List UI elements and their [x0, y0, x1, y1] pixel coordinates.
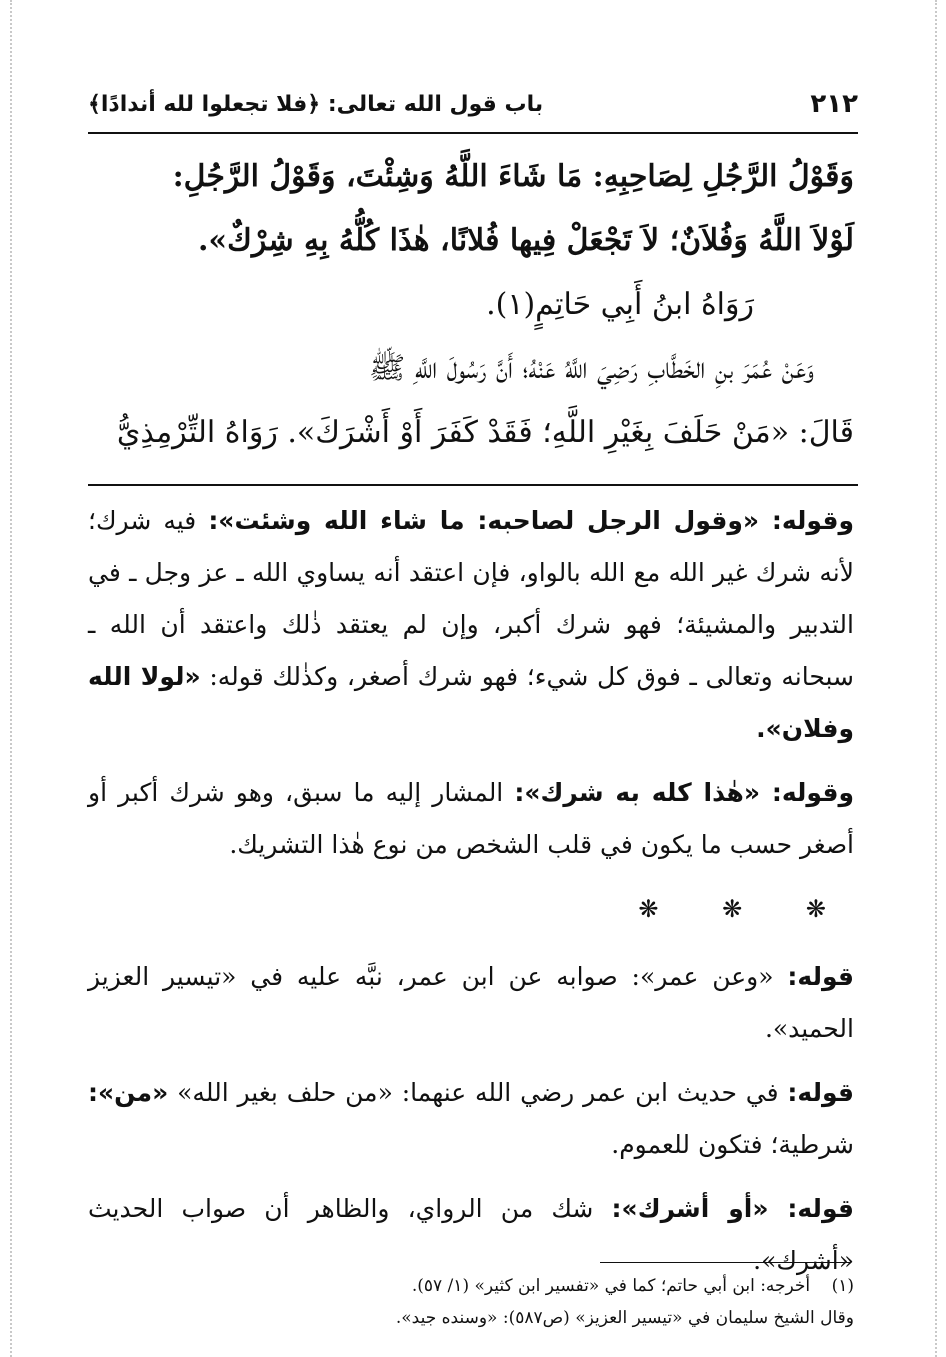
footnote-number: (١) — [831, 1276, 854, 1296]
commentary-label-4: قوله: — [787, 1078, 854, 1107]
footnote-continuation: وقال الشيخ سليمان في «تيسير العزيز» (ص٥٨٧): «وسنده جيد». — [395, 1308, 854, 1328]
commentary-tail-1: «لولا الله وفلان». — [88, 662, 854, 743]
right-margin-guide — [935, 0, 937, 1357]
commentary-text-1: فيه شرك؛ لأنه شرك غير الله مع الله بالواو، فإن اعتقد أنه يساوي الله ـ عز وجل ـ في التدبير والمشيئة؛ فهو شرك أكبر، وإن لم يعتقد ذٰلك واعتقد أن الله ـ سبحانه وتعالى ـ فوق كل شيء؛ فهو شرك أصغر، وكذٰلك قوله: — [88, 506, 855, 691]
commentary-text-5: شك من الرواي، والظاهر أن صواب الحديث «أشرك». — [88, 1194, 854, 1275]
running-header — [88, 80, 858, 128]
commentary-paragraph-1 — [88, 495, 854, 755]
matn-line-4: وَعَنْ عُمَرَ بنِ الخَطَّابِ رَضِيَ اللَّهُ عَنْهُ؛ أَنَّ رَسُولَ اللَّهِ ﷺ — [368, 351, 814, 386]
matn-line-2: لَوْلاَ اللَّهُ وَفُلاَنٌ؛ لاَ تَجْعَلْ فِيها فُلانًا، هٰذَا كُلُّهُ بِهِ شِرْكٌ». — [197, 223, 854, 258]
commentary-label-3: قوله: — [787, 962, 854, 991]
commentary-tail-label-4: «من»: — [88, 1078, 169, 1107]
chapter-title: باب قول الله تعالى: ﴿فلا تجعلوا لله أندادًا﴾ — [88, 91, 544, 117]
commentary-label-2: وقوله: «هٰذا كله به شرك»: — [514, 778, 854, 807]
matn-line-5: قَالَ: «مَنْ حَلَفَ بِغَيْرِ اللَّهِ؛ فَقَدْ كَفَرَ أَوْ أَشْرَكَ». رَوَاهُ التِّرْمِذِيُّ — [116, 415, 854, 450]
commentary-tail-4: شرطية؛ فتكون للعموم. — [611, 1130, 854, 1159]
commentary-text-2: المشار إليه ما سبق، وهو شرك أكبر أو أصغر حسب ما يكون في قلب الشخص من نوع هٰذا التشريك. — [88, 778, 854, 859]
commentary-paragraph-3 — [88, 951, 854, 1055]
footnote-line-1: أخرجه: ابن أبي حاتم؛ كما في «تفسير ابن كثير» (١/ ٥٧). — [411, 1276, 811, 1296]
commentary-label-5: قوله: «أو أشرك»: — [611, 1194, 854, 1223]
matn-line-3: رَوَاهُ ابنُ أَبِي حَاتِمٍ(١). — [486, 287, 754, 322]
header-rule — [88, 132, 858, 134]
main-text — [88, 145, 854, 475]
commentary-paragraph-2 — [88, 767, 854, 871]
commentary-text-3: «وعن عمر»: صوابه عن ابن عمر، نبَّه عليه في «تيسير العزيز الحميد». — [88, 962, 854, 1043]
matn-line-1: وَقَوْلُ الرَّجُلِ لِصَاحِبِهِ: مَا شَاءَ اللَّهُ وَشِئْتَ، وَقَوْلُ الرَّجُلِ: — [172, 159, 854, 194]
commentary-label-1: وقوله: «وقول الرجل لصاحبه: ما شاء الله وشئت»: — [208, 506, 855, 535]
commentary — [88, 495, 855, 1275]
commentary-text-4: في حديث ابن عمر رضي الله عنهما: «من حلف بغير الله» — [177, 1078, 779, 1107]
commentary-paragraph-4 — [88, 1067, 854, 1171]
section-stars: ❋ ❋ ❋ — [638, 895, 854, 923]
section-divider — [88, 484, 858, 486]
page-number: ٢١٢ — [810, 89, 858, 119]
footnote-1 — [88, 1270, 854, 1302]
footnote-rule — [600, 1262, 850, 1263]
left-margin-guide — [10, 0, 12, 1357]
footnotes — [88, 1270, 854, 1350]
